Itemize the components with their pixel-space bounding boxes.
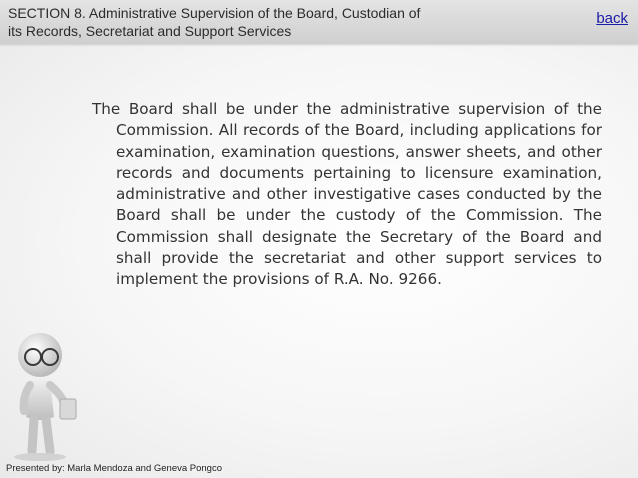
presenter-credit: Presented by: Marla Mendoza and Geneva Pongco [6, 463, 222, 474]
person-illustration-icon [4, 325, 86, 465]
title-bar [0, 0, 638, 44]
section-paragraph: The Board shall be under the administrative supervision of the Commission. All records of the Board, including applications for examination, examination questions, answer sheets, and other records and documents pertaining to licensure examination, administrative and other investigative cases conducted by the Board shall be under the custody of the Commission. The Commission shall designate the Secretary of the Board and shall provide the secretariat and other support services to implement the provisions of R.A. No. 9266. [92, 100, 602, 289]
back-link[interactable]: back [596, 10, 628, 27]
slide-title: SECTION 8. Administrative Supervision of the Board, Custodian of its Records, Secretariat and Support Services [8, 5, 421, 39]
